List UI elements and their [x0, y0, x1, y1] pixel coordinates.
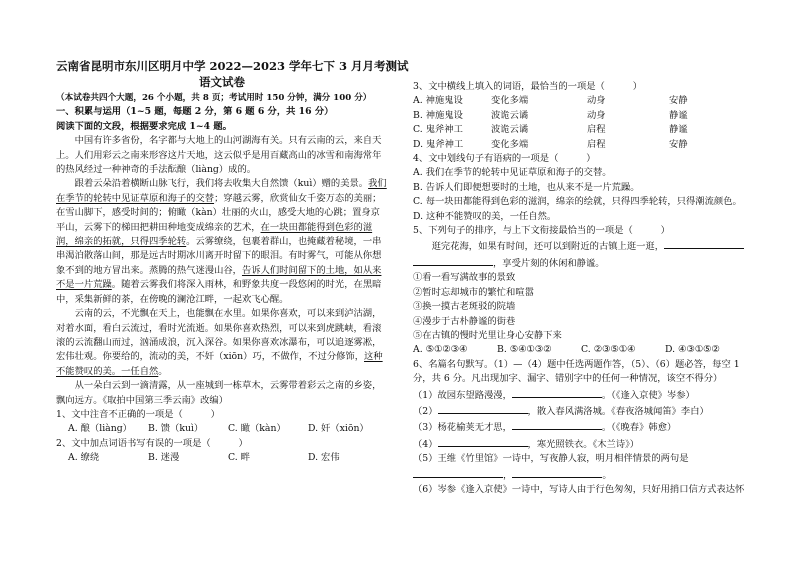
answer-blank[interactable] [512, 419, 602, 430]
question-3-row-d[interactable]: D. 鬼斧神工 变化多端 启程 安静 [413, 138, 688, 150]
question-1-stem: 1、文中注音不正确的一项是（ ） [56, 408, 220, 420]
exam-title: 云南省昆明市东川区明月中学 2022—2023 学年七下 3 月月考测试 [56, 59, 409, 73]
question-6-line-2: （2） ，散入春风满洛城。《春夜洛城闻笛》李白） [413, 403, 749, 419]
question-6-line-5: （5）王维《竹里馆》一诗中，写夜静人寂，明月相伴情景的两句是， 。 [413, 453, 689, 481]
answer-blank[interactable] [438, 403, 528, 414]
exam-subtitle: 语文试卷 [199, 75, 245, 89]
passage-paragraph-1: 中国有许多省份，名字都与大地上的山河湖海有关。只有云南的云，来自天上。人们用彩云之南来形容这片天地，这云似乎是用百藏高山的冰雪和南海常年的热风经过一种神奇的手法酝酿（liàng）成的。 [56, 135, 382, 176]
option-a[interactable]: A. 酿（liàng） [68, 423, 132, 435]
question-5-options [413, 343, 749, 357]
question-6-line-3: （3）杨花榆荚无才思， 。（《晚春》韩愈） [413, 419, 749, 435]
answer-blank[interactable] [453, 255, 493, 266]
question-5-item: ②暂时忘却城市的繁忙和喧嚣 [413, 286, 534, 298]
answer-blank[interactable] [704, 238, 744, 249]
underlined-sentence-c: 在一块田都能得到色彩的滋润，绵亲的拓就，只得四季轮转 [56, 221, 373, 248]
question-5-item: ①看一看写满故事的景致 [413, 272, 516, 284]
question-5-stem: 5、下列句子的排序，与上下文衔接最恰当的一项是（ ） [413, 225, 670, 237]
answer-blank[interactable] [512, 467, 602, 478]
answer-blank[interactable] [512, 387, 602, 398]
option-b[interactable]: B. 馈（kuì） [148, 423, 204, 435]
question-1-options [56, 422, 388, 436]
question-4-option-b[interactable]: B. 告诉人们即便想要时的土地，也从来不是一片荒躁。 [413, 181, 640, 193]
passage-paragraph-2: 跟着云朵沿着横断山脉飞行，我们将去收集大自然馈（kuì）赠的美景。我们在季节的轮转中见证草原和海子的交替；穿越云雾，欣赏仙女千姿万态的美丽；在雪山脚下，感受时间的；俯瞰（kàn）壮丽的火山，感受大地的心跳；置身京平山，云雾下的梯田把耕田种地变成绵亲的艺术，在一块田都能得到色彩的滋润，绵亲的拓就，只得四季轮转。云雾缭绕，包裹着群山，也掩藏着秘境，一串串渴泊散落山间，那是远古时期冰川离开时留下的眼泪。有时雾气，可能从你想象不到的地方冒出来。蒸腾的热气迷漫山谷，告诉人们时间留下的土地，如从来不是一片荒躁。随着云雾我们将深入雨林，和野象共度一段悠闲的时光，在黑暗中，采集新鲜的茶，在傍晚的澜沧江畔，一起欢飞心醒。 [56, 178, 387, 305]
passage-paragraph-4: 从一朵白云到一滴清露，从一座城到一栋草木，云雾带着彩云之南的乡姿，飘向远方。《取拍中国第三季云南》改编） [56, 380, 382, 406]
exam-note: （本试卷共四个大题，26 个小题，共 8 页；考试用时 150 分钟，满分 100 分） [56, 93, 372, 103]
question-3-row-c[interactable]: C. 鬼斧神工 波诡云谲 启程 静谧 [413, 124, 688, 136]
option-d[interactable]: D. ④③①⑤② [665, 344, 720, 356]
question-6-line-6: （6）岑参《逢入京使》一诗中，写诗人由于行色匆匆，只好用捎口信方式表达怀 [413, 483, 745, 495]
question-2-options [56, 451, 388, 465]
answer-blank[interactable] [664, 238, 704, 249]
option-d[interactable]: D. 奸（xiōn） [308, 423, 369, 435]
left-column [56, 0, 409, 466]
section1-instruction: 阅读下面的文段，根据要求完成 1~4 题。 [56, 120, 232, 132]
right-column [413, 80, 749, 497]
option-c[interactable]: C. ②③⑤①④ [581, 344, 636, 356]
option-b[interactable]: B. ⑤④①③② [497, 344, 552, 356]
answer-blank[interactable] [413, 467, 503, 478]
underlined-sentence-a: 我们在季节的轮转中见证草原和海子的交替 [56, 178, 387, 204]
section1-heading: 一、积累与运用（1~5 题，每题 2 分，第 6 题 6 分，共 16 分） [56, 106, 334, 118]
option-b[interactable]: B. 迷漫 [148, 452, 180, 464]
option-d[interactable]: D. 宏伟 [308, 452, 340, 464]
question-6-line-1: （1）故园东望路漫漫， 。（《逢入京使》岑参） [413, 387, 749, 403]
question-6-stem: 6、名篇名句默写。（1）—（4）题中任选两题作答，（5）、（6）题必答，每空 1 分，共 6 分。凡出现加字、漏字、错别字中的任何一种情况，该空不得分） [413, 358, 740, 385]
passage-paragraph-3: 云南的云，不光飘在天上，也能飘在水里。如果你喜欢，可以来到泸沽湖，对着水面，看白云流过，看时光流逝。如果你喜欢热烈，可以来到虎跳峡，看滚滚的云流翻山而过，汹涌成浪，沉入深谷。如果你喜欢冰瀑布，可以追逐雾凇，宏伟壮观。你要给的，流动的美，不奸（xiōn）巧，不做作，不过分修饰，这种不能赞叹的美。一任自然。 [56, 308, 383, 377]
question-6-line-4: （4） ，寒光照铁衣。《木兰诗》） [413, 436, 749, 452]
question-4-option-d[interactable]: D. 这种不能赞叹的美，一任自然。 [413, 210, 557, 222]
option-c[interactable]: C. 畔 [228, 452, 250, 464]
question-4-option-c[interactable]: C. 每一块田都能得到色彩的滋润，绵亲的绘就，只得四季轮转，只得潮流颜色。 [413, 196, 742, 208]
answer-blank[interactable] [413, 255, 453, 266]
question-3-stem: 3、文中横线上填入的词语，最恰当的一项是（ ） [413, 81, 643, 92]
answer-blank[interactable] [438, 436, 528, 447]
question-5-item: ④漫步于古朴静谧的街巷 [413, 315, 516, 327]
question-5-item: ⑤在古镇的慢时光里让身心安静下来 [413, 329, 562, 341]
option-a[interactable]: A. ⑤①②③④ [413, 344, 468, 356]
underlined-sentence-d: 这种不能赞叹的美。 [56, 351, 383, 377]
question-2-stem: 2、文中加点词语书写有误的一项是（ ） [56, 437, 248, 449]
question-5-item: ③换一摸古老斑驳的院墙 [413, 301, 516, 313]
option-a[interactable]: A. 缭绕 [68, 452, 100, 464]
option-c[interactable]: C. 瞰（kàn） [228, 423, 286, 435]
question-3-row-a[interactable]: A. 神施鬼设 变化多端 动身 安静 [413, 95, 688, 107]
question-5-lead: 逛完花海，如果有时间，还可以到附近的古镇上逛一逛，，享受片刻的休闲和静谧。 [413, 238, 749, 271]
underlined-sentence-b: 告诉人们时间留下的土地，如从来不是一片荒躁 [56, 264, 382, 291]
question-4-stem: 4、文中划线句子有语病的一项是（ ） [413, 153, 596, 165]
question-4-option-a[interactable]: A. 我们在季节的轮转中见证草原和海子的交替。 [413, 167, 612, 179]
question-3-row-b[interactable]: B. 神施鬼设 波诡云谲 动身 静谧 [413, 109, 688, 121]
